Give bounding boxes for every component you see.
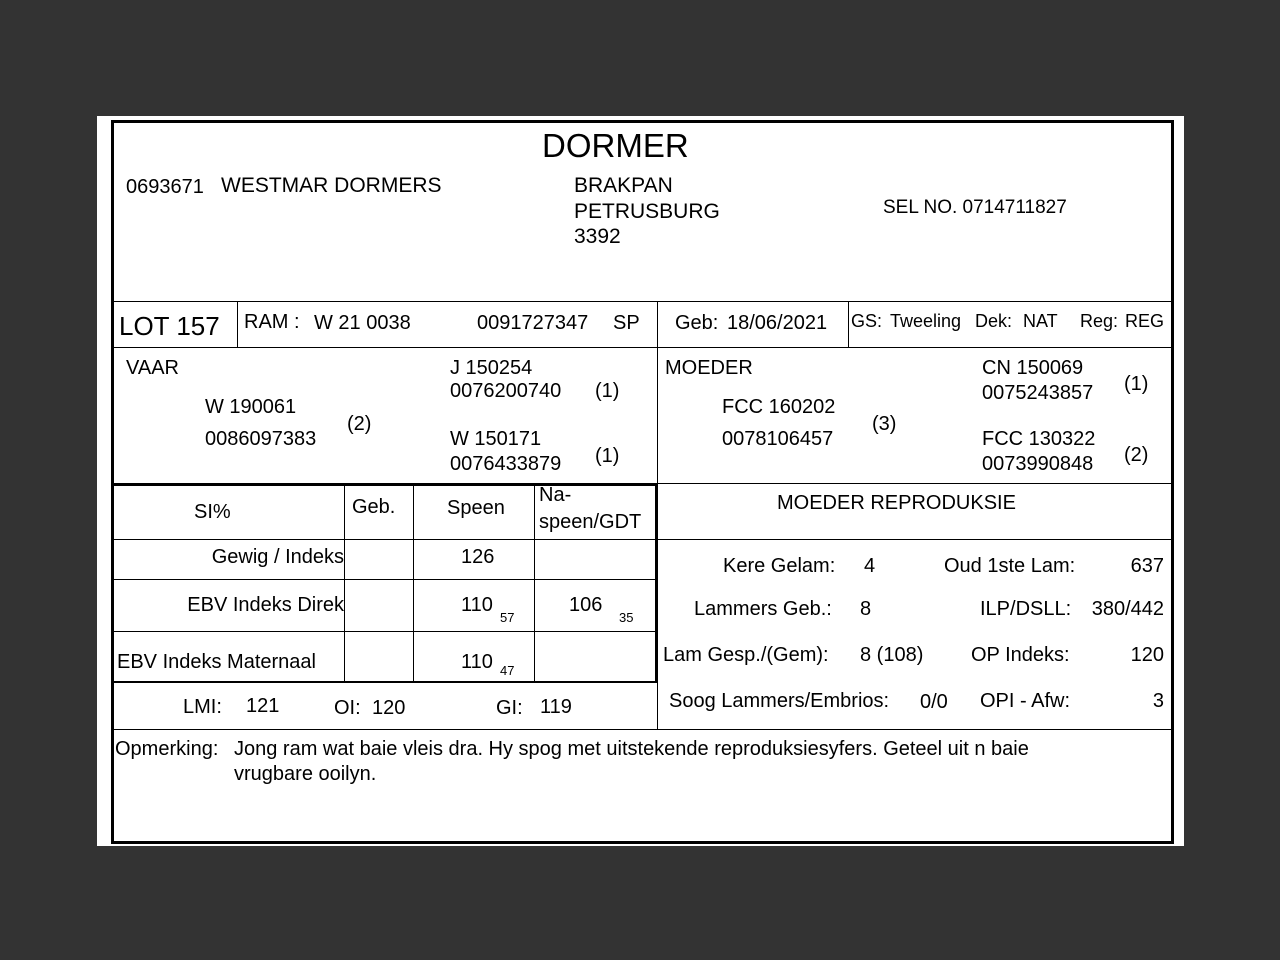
op-indeks-value: 120 — [1130, 644, 1164, 666]
address-line-3: 3392 — [574, 225, 621, 248]
address-line-1: BRAKPAN — [574, 174, 673, 197]
lammers-geb-value: 8 — [860, 598, 872, 620]
vline-speen — [534, 485, 535, 682]
op-indeks-label: OP Indeks: — [971, 644, 1070, 666]
breeder-code: 0693671 — [126, 176, 204, 198]
row-speen-value: 126 — [461, 546, 495, 568]
speen-header: Speen — [447, 497, 505, 519]
remark-line-1: Jong ram wat baie vleis dra. Hy spog met uitstekende reproduksiesyfers. Geteel uit n baie — [234, 738, 1029, 760]
dek-label: Dek: — [975, 311, 1013, 331]
sel-number: SEL NO. 0714711827 — [883, 197, 1067, 218]
moeder-dam-id: FCC 130322 — [982, 428, 1096, 450]
vaar-label: VAAR — [126, 357, 179, 379]
divider-remark — [113, 729, 1172, 730]
moeder-id: FCC 160202 — [722, 396, 836, 418]
vline-table-right — [655, 485, 657, 683]
row-label: EBV Indeks Maternaal — [117, 651, 316, 673]
vaar-reg-no: 0086097383 — [205, 428, 317, 450]
gs-label: GS: — [851, 311, 883, 331]
geb-label: Geb: — [675, 312, 719, 334]
breeder-name: WESTMAR DORMERS — [221, 174, 442, 197]
moeder-reg-no: 0078106457 — [722, 428, 834, 450]
oud-1ste-lam-label: Oud 1ste Lam: — [944, 555, 1076, 577]
lmi-label: LMI: — [183, 696, 222, 718]
vaar-sire-id: J 150254 — [450, 357, 533, 379]
ilp-dsll-value: 380/442 — [1091, 598, 1164, 620]
row-speen-value: 110 — [461, 651, 493, 673]
border-top — [111, 120, 1172, 123]
moeder-dam-rank: (2) — [1124, 444, 1149, 466]
vaar-sire-reg-no: 0076200740 — [450, 380, 562, 402]
vaar-rank: (2) — [347, 413, 372, 435]
divider-row2 — [113, 631, 657, 632]
cut-off-footer-text — [97, 842, 1184, 846]
row-label: EBV Indeks Direk — [187, 594, 344, 616]
gi-label: GI: — [496, 697, 523, 719]
lammers-geb-label: Lammers Geb.: — [694, 598, 832, 620]
geb-date: 18/06/2021 — [727, 312, 828, 334]
row-label: Gewig / Indeks — [211, 546, 344, 568]
row-speen-accuracy: 47 — [500, 663, 515, 678]
divider-row1 — [113, 579, 657, 580]
ilp-dsll-label: ILP/DSLL: — [980, 598, 1072, 620]
row-speen-accuracy: 57 — [500, 610, 515, 625]
vaar-id: W 190061 — [205, 396, 297, 418]
row-naspeen-value: 106 — [569, 594, 603, 616]
remark-line-2: vrugbare ooilyn. — [234, 763, 377, 785]
vline-geb-col — [413, 485, 414, 682]
vaar-sire-rank: (1) — [595, 380, 620, 402]
divider-table-bottom — [113, 681, 657, 683]
vaar-dam-reg-no: 0076433879 — [450, 453, 562, 475]
lam-gesp-value: 8 (108) — [860, 644, 924, 666]
vline-lot — [237, 302, 238, 348]
oud-1ste-lam-value: 637 — [1130, 555, 1164, 577]
divider-header — [113, 301, 1172, 302]
reg-label: Reg: — [1080, 311, 1119, 331]
moeder-rank: (3) — [872, 413, 897, 435]
ram-grade: SP — [613, 312, 640, 334]
row-speen-value: 110 — [461, 594, 493, 616]
soog-lammers-value: 0/0 — [920, 691, 948, 713]
moeder-sire-reg-no: 0075243857 — [982, 382, 1094, 404]
ram-id: W 21 0038 — [314, 312, 411, 334]
vline-geb — [848, 302, 849, 348]
vaar-dam-rank: (1) — [595, 445, 620, 467]
divider-table-header — [113, 539, 1172, 540]
lam-gesp-label: Lam Gesp./(Gem): — [663, 644, 829, 666]
vline-si — [344, 485, 345, 682]
naspeen-header-line-2: speen/GDT — [539, 511, 642, 533]
divider-table-top — [113, 484, 657, 486]
lot-number: LOT 157 — [119, 311, 220, 341]
moeder-sire-rank: (1) — [1124, 373, 1149, 395]
moeder-dam-reg-no: 0073990848 — [982, 453, 1094, 475]
opi-afw-label: OPI - Afw: — [980, 690, 1071, 712]
ram-label: RAM : — [244, 311, 300, 333]
oi-label: OI: — [334, 697, 361, 719]
divider-lot — [113, 347, 1172, 348]
breed-title: DORMER — [542, 127, 689, 164]
lmi-value: 121 — [246, 695, 280, 717]
naspeen-header-line-1: Na- — [539, 484, 572, 506]
ram-reg-no: 0091727347 — [477, 312, 589, 334]
border-left — [111, 120, 114, 844]
reproduction-title: MOEDER REPRODUKSIE — [777, 492, 1016, 514]
geb-header: Geb. — [352, 496, 396, 518]
kere-gelam-label: Kere Gelam: — [723, 555, 836, 577]
address-line-2: PETRUSBURG — [574, 200, 720, 223]
remark-label: Opmerking: — [115, 738, 219, 760]
vaar-dam-id: W 150171 — [450, 428, 542, 450]
kere-gelam-value: 4 — [864, 555, 876, 577]
row-naspeen-accuracy: 35 — [619, 610, 634, 625]
border-right — [1171, 120, 1174, 844]
si-header: SI% — [194, 501, 231, 523]
moeder-sire-id: CN 150069 — [982, 357, 1084, 379]
soog-lammers-label: Soog Lammers/Embrios: — [669, 690, 890, 712]
moeder-label: MOEDER — [665, 357, 753, 379]
oi-value: 120 — [372, 697, 406, 719]
gi-value: 119 — [540, 696, 572, 718]
dek-value: NAT — [1023, 311, 1058, 331]
reg-value: REG — [1125, 311, 1165, 331]
vline-center — [657, 302, 658, 730]
opi-afw-value: 3 — [1152, 690, 1164, 712]
gs-value: Tweeling — [890, 311, 962, 331]
sale-card — [97, 116, 1184, 846]
